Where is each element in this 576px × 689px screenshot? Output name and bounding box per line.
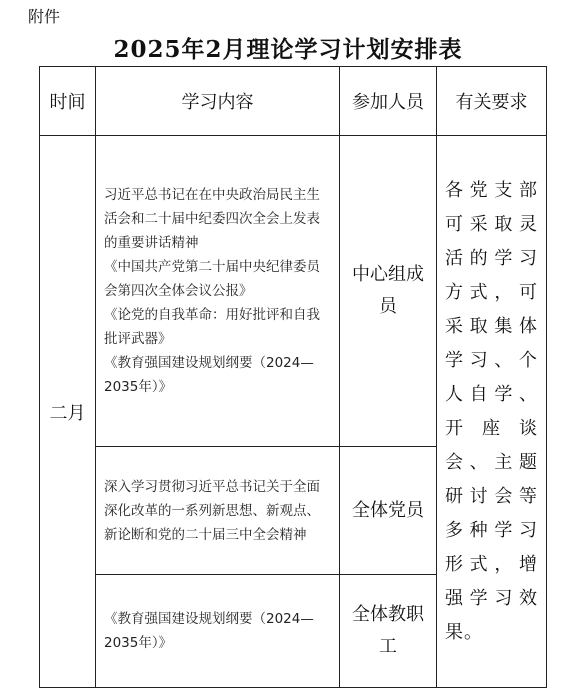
- attachment-label: 附件: [28, 7, 61, 26]
- content-item: 深入学习贯彻习近平总书记关于全面深化改革的一系列新思想、新观点、新论断和党的二十届三中全会精神: [104, 478, 320, 543]
- table-row: [40, 136, 547, 447]
- people-cell: 中心组成员: [340, 136, 437, 447]
- content-item: 《教育强国建设规划纲要（2024—2035年）》: [104, 611, 314, 651]
- header-content: 学习内容: [96, 67, 340, 136]
- content-cell: [96, 575, 340, 688]
- content-item: 《中国共产党第二十届中央纪律委员会第四次全体会议公报》: [104, 259, 320, 299]
- page-title: 2025年2月理论学习计划安排表: [113, 36, 463, 63]
- requirements-cell: 各党支部可采取灵活的学习方式，可采取集体学习、个人自学、开座谈会、主题研讨会等多种学习形式，增强学习效果。: [437, 136, 547, 688]
- content-cell: [96, 136, 340, 447]
- month-cell: 二月: [40, 136, 96, 688]
- table-header-row: [40, 67, 547, 136]
- content-item: 《教育强国建设规划纲要（2024—2035年）》: [104, 355, 314, 395]
- content-item: 习近平总书记在在中央政治局民主生活会和二十届中纪委四次全会上发表的重要讲话精神: [104, 187, 320, 251]
- content-item: 《论党的自我革命：用好批评和自我批评武器》: [104, 307, 320, 347]
- people-cell: 全体党员: [340, 447, 437, 575]
- header-time: 时间: [40, 67, 96, 136]
- people-cell: 全体教职工: [340, 575, 437, 688]
- study-plan-table: [39, 66, 547, 688]
- header-people: 参加人员: [340, 67, 437, 136]
- content-cell: [96, 447, 340, 575]
- header-requirements: 有关要求: [437, 67, 547, 136]
